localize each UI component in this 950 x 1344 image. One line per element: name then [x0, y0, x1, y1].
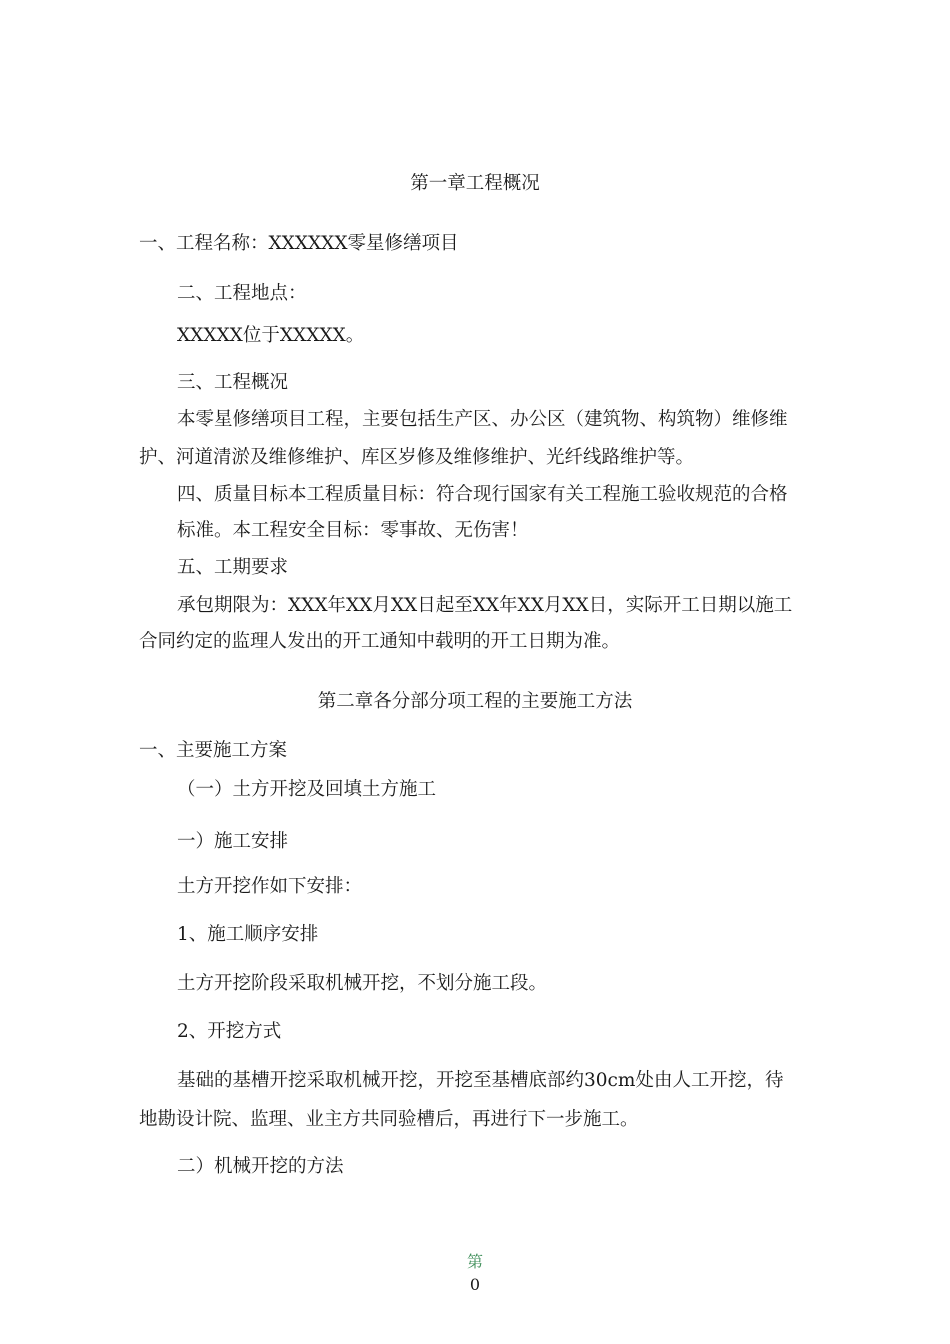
location-text: XXXXX位于XXXXX。: [177, 325, 365, 346]
sequence-text: 土方开挖阶段采取机械开挖，不划分施工段。: [177, 973, 548, 994]
plan-heading: 一、主要施工方案: [139, 740, 288, 761]
overview-line2: 护、河道清淤及维修维护、库区岁修及维修维护、光纤线路维护等。: [139, 447, 695, 468]
method-heading: 2、开挖方式: [177, 1021, 282, 1042]
schedule-line1: 承包期限为：XXX年XX月XX日起至XX年XX月XX日，实际开工日期以施工: [177, 595, 793, 616]
sequence-heading: 1、施工顺序安排: [177, 924, 319, 945]
schedule-line2: 合同约定的监理人发出的开工通知中载明的开工日期为准。: [139, 631, 621, 652]
footer-label: 第: [466, 1252, 483, 1271]
method-line2: 地勘设计院、监理、业主方共同验槽后，再进行下一步施工。: [139, 1109, 639, 1130]
location-heading: 二、工程地点：: [177, 283, 307, 304]
quality-line2: 标准。本工程安全目标：零事故、无伤害！: [177, 520, 529, 541]
method-line1: 基础的基槽开挖采取机械开挖，开挖至基槽底部约30cm处由人工开挖，待: [177, 1070, 784, 1091]
chapter1-title: 第一章工程概况: [410, 173, 540, 194]
footer-page-number: 0: [469, 1275, 481, 1294]
earthwork-heading: （一）土方开挖及回填土方施工: [177, 779, 437, 800]
project-name: 一、工程名称：XXXXXX零星修缮项目: [139, 233, 459, 254]
arrangement-heading: 一）施工安排: [177, 831, 289, 852]
mechanical-heading: 二）机械开挖的方法: [177, 1156, 344, 1177]
overview-heading: 三、工程概况: [177, 372, 289, 393]
arrangement-intro: 土方开挖作如下安排：: [177, 876, 363, 897]
schedule-heading: 五、工期要求: [177, 557, 289, 578]
quality-line1: 四、质量目标本工程质量目标：符合现行国家有关工程施工验收规范的合格: [177, 484, 788, 505]
chapter2-title: 第二章各分部分项工程的主要施工方法: [317, 691, 633, 712]
overview-line1: 本零星修缮项目工程，主要包括生产区、办公区（建筑物、构筑物）维修维: [177, 409, 788, 430]
